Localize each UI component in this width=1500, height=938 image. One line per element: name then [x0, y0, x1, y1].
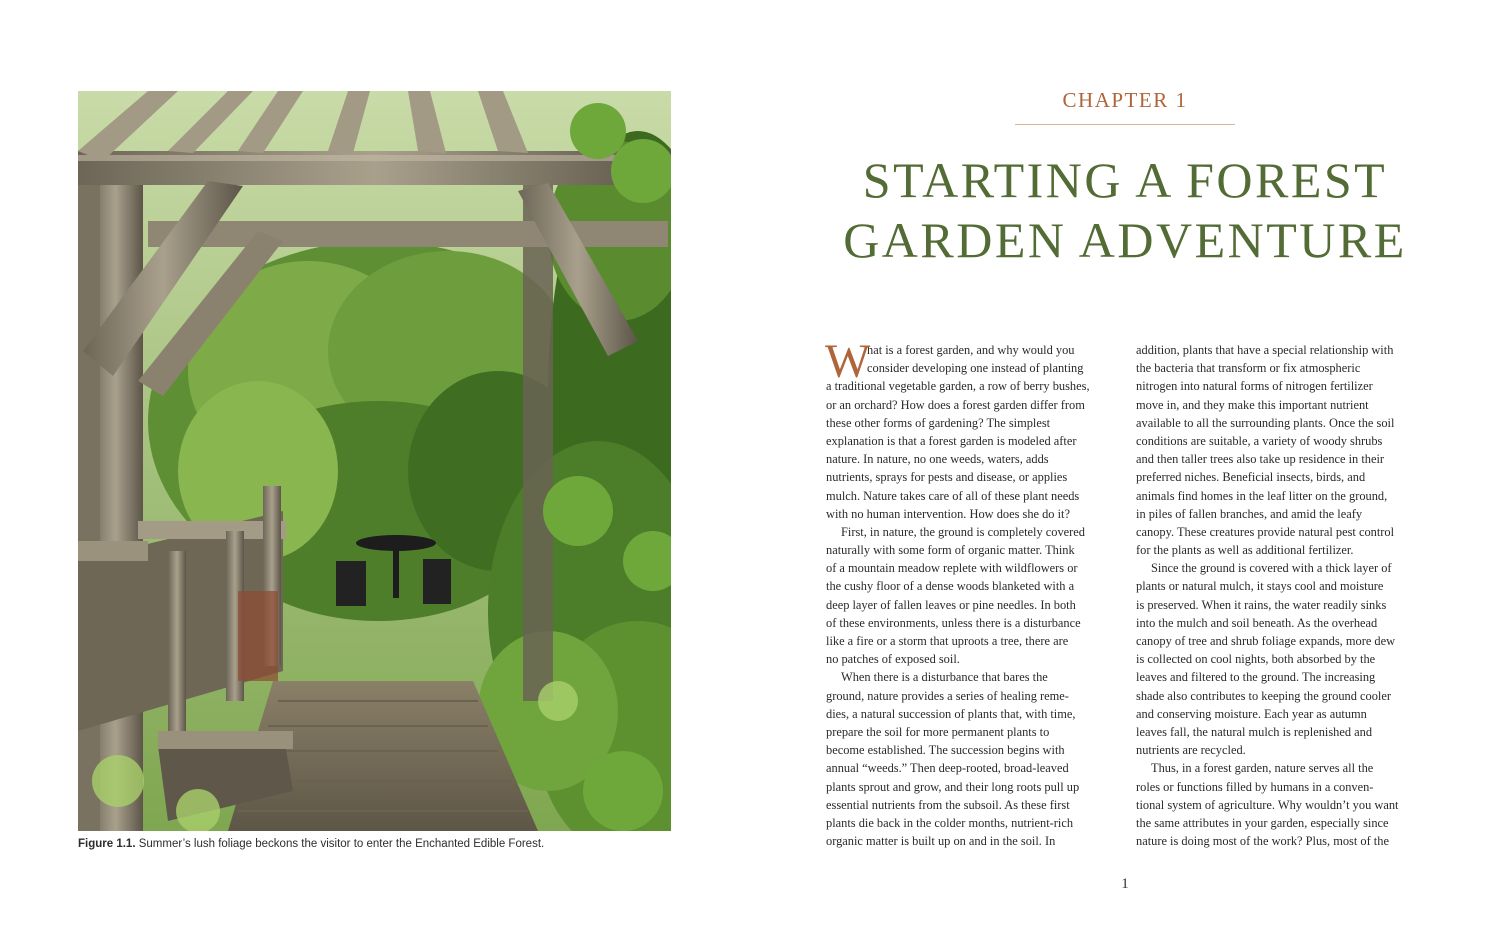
- body-column-right: [1136, 341, 1426, 850]
- text-line: dies, a natural succession of plants that, with time,: [826, 706, 1076, 721]
- figure-caption: [78, 838, 678, 850]
- text-line: into the mulch and soil beneath. As the overhead: [1136, 615, 1378, 630]
- text-line: or an orchard? How does a forest garden differ from: [826, 397, 1085, 412]
- text-line: and conserving moisture. Each year as autumn: [1136, 706, 1367, 721]
- chapter-title: [830, 150, 1420, 270]
- text-line: canopy of tree and shrub foliage expands, more dew: [1136, 634, 1396, 648]
- text-line: shade also contributes to keeping the ground cooler: [1136, 688, 1391, 703]
- text-line: the bacteria that transform or fix atmospheric: [1136, 361, 1361, 376]
- text-line: is preserved. When it rains, the water readily sinks: [1136, 597, 1387, 612]
- text-line: of a mountain meadow replete with wildflowers or: [826, 561, 1078, 576]
- text-line: in piles of fallen branches, and amid the leafy: [1136, 506, 1363, 521]
- text-line: explanation is that a forest garden is modeled after: [826, 433, 1077, 448]
- text-line: these other forms of gardening? The simplest: [826, 415, 1051, 430]
- text-line: essential nutrients from the subsoil. As these first: [826, 797, 1070, 812]
- text-line: addition, plants that have a special relationship with: [1136, 343, 1394, 357]
- text-line: become established. The succession begins with: [826, 743, 1065, 758]
- text-line: with no human intervention. How does she do it?: [826, 506, 1070, 521]
- text-line: preferred niches. Beneficial insects, birds, and: [1136, 470, 1366, 485]
- text-line: for the plants as well as additional fertilizer.: [1136, 543, 1354, 558]
- garden-arbor-photo: [78, 91, 671, 831]
- text-line: the cushy floor of a dense woods blanketed with a: [826, 579, 1075, 594]
- text-line: canopy. These creatures provide natural pest control: [1136, 524, 1395, 539]
- text-line: no patches of exposed soil.: [826, 652, 960, 667]
- page-number: 1: [1121, 876, 1129, 892]
- text-line: Since the ground is covered with a thick layer of: [1151, 561, 1392, 576]
- text-line: the same attributes in your garden, especially since: [1136, 815, 1389, 830]
- text-line: ground, nature provides a series of healing reme-: [826, 688, 1069, 703]
- figure-caption-label: Figure 1.1.: [78, 838, 136, 850]
- text-line: nature. In nature, no one weeds, waters, adds: [826, 452, 1049, 467]
- text-line: deep layer of fallen leaves or pine needles. In both: [826, 597, 1076, 612]
- chapter-title-line-1: STARTING A FOREST: [862, 152, 1388, 208]
- text-line: mulch. Nature takes care of all of these plant needs: [826, 488, 1080, 503]
- text-line: nature is doing most of the work? Plus, most of the: [1136, 834, 1389, 849]
- text-line: Thus, in a forest garden, nature serves all the: [1151, 761, 1374, 776]
- text-line: When there is a disturbance that bares the: [841, 670, 1048, 685]
- chapter-divider: [1015, 124, 1235, 125]
- text-line: naturally with some form of organic matter. Think: [826, 543, 1075, 558]
- chapter-title-line-2: GARDEN ADVENTURE: [843, 212, 1407, 268]
- text-line: and then taller trees also take up residence in their: [1136, 452, 1385, 467]
- text-line: a traditional vegetable garden, a row of berry bushes,: [826, 379, 1090, 394]
- body-column-left: [825, 335, 1116, 850]
- text-line: nutrients, sprays for pests and disease, or applies: [826, 470, 1068, 485]
- text-line: nitrogen into natural forms of nitrogen fertilizer: [1136, 379, 1373, 394]
- text-line: hat is a forest garden, and why would you: [867, 343, 1075, 357]
- text-line: consider developing one instead of planting: [867, 361, 1084, 376]
- text-line: leaves fall, the natural mulch is replenished and: [1136, 724, 1373, 739]
- text-line: plants sprout and grow, and their long roots pull up: [826, 779, 1080, 794]
- arbor-illustration: [78, 91, 671, 831]
- text-line: organic matter is built up on and in the soil. In: [826, 834, 1056, 849]
- drop-cap: W: [825, 335, 871, 388]
- text-line: nutrients are recycled.: [1136, 743, 1246, 758]
- text-line: of these environments, unless there is a disturbance: [826, 615, 1081, 630]
- text-line: roles or functions filled by humans in a conven-: [1136, 779, 1374, 794]
- text-line: like a fire or a storm that uproots a tree, there are: [826, 634, 1069, 648]
- text-line: leaves and filtered to the ground. The increasing: [1136, 670, 1376, 685]
- text-line: tional system of agriculture. Why wouldn’t you want: [1136, 797, 1399, 812]
- text-line: animals find homes in the leaf litter on the ground,: [1136, 488, 1388, 503]
- text-line: available to all the surrounding plants. Once the soil: [1136, 415, 1395, 430]
- text-line: is collected on cool nights, both absorbed by the: [1136, 652, 1376, 667]
- figure-caption-text: Summer’s lush foliage beckons the visitor to enter the Enchanted Edible Forest.: [135, 838, 545, 850]
- text-line: conditions are suitable, a variety of woody shrubs: [1136, 433, 1383, 448]
- text-line: First, in nature, the ground is completely covered: [841, 524, 1085, 539]
- text-line: plants die back in the colder months, nutrient-rich: [826, 815, 1074, 830]
- text-line: move in, and they make this important nutrient: [1136, 397, 1369, 412]
- text-line: plants or natural mulch, it stays cool and moisture: [1136, 579, 1384, 594]
- chapter-label: CHAPTER 1: [1062, 88, 1188, 112]
- text-line: annual “weeds.” Then deep-rooted, broad-leaved: [826, 761, 1069, 776]
- text-line: prepare the soil for more permanent plants to: [826, 724, 1050, 739]
